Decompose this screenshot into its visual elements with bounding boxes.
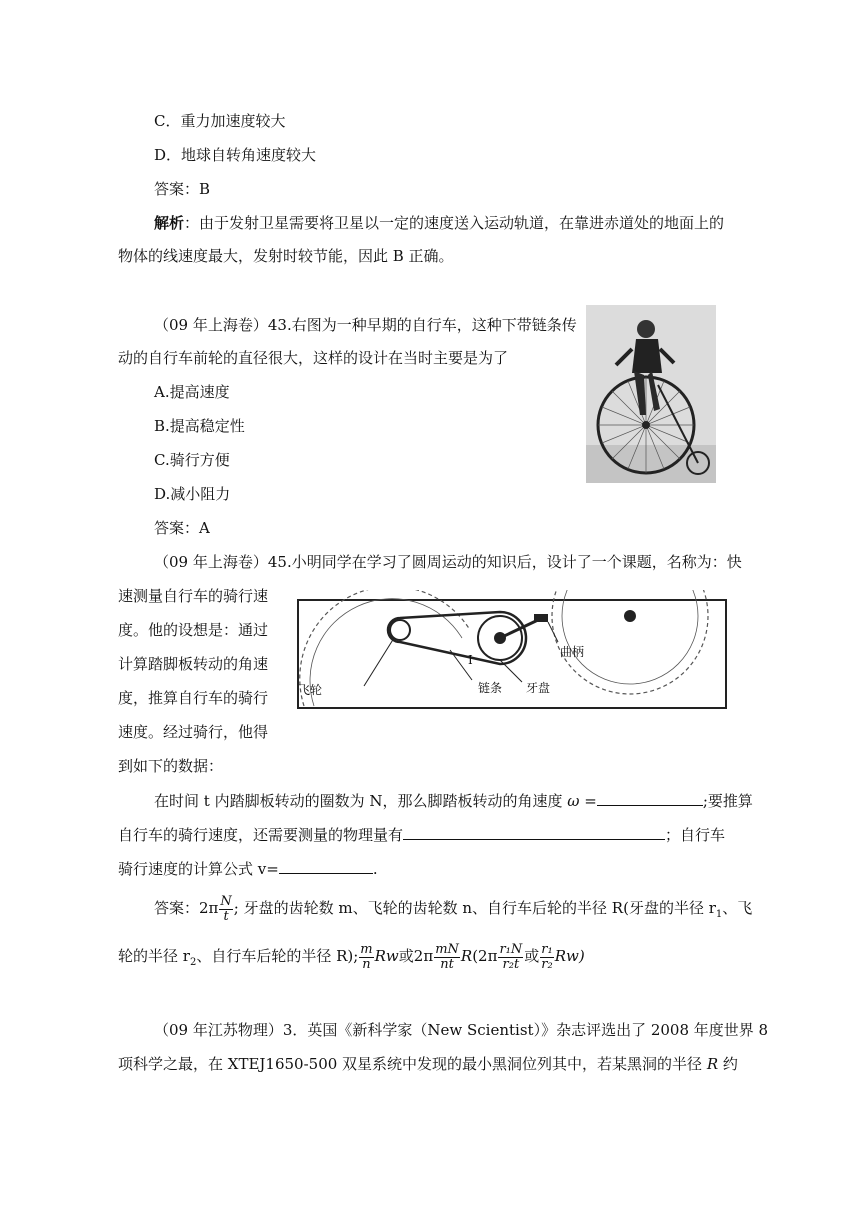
- blank-velocity-formula[interactable]: [279, 858, 373, 874]
- omega-symbol: ω: [567, 792, 580, 810]
- drivetrain-drawing: [290, 590, 730, 716]
- fraction-mn-over-nt: [434, 943, 460, 972]
- analysis-line: [154, 213, 724, 233]
- numerator-m: m: [360, 941, 373, 957]
- answer-text-2b: 、自行车后轮的半径 R);: [196, 947, 359, 965]
- answer: 答案：B: [154, 180, 211, 198]
- numerator-r1: r₁: [541, 941, 553, 957]
- rw-1: Rw: [374, 947, 399, 965]
- q45-fill-2: [118, 824, 725, 845]
- q45-stem-2: 速测量自行车的骑行速: [118, 587, 269, 605]
- label-chain: 链条: [478, 681, 503, 695]
- fraction-m-over-n: [359, 943, 373, 972]
- period: .: [372, 860, 378, 878]
- or-1: 或: [398, 947, 414, 965]
- q3-stem-2-text: 项科学之最，在 XTEJ1650-500 双星系统中发现的最小黑洞位列其中，若某黑洞的半径: [118, 1055, 707, 1073]
- denominator-r2: r₂: [541, 956, 553, 972]
- penny-farthing-photo: [586, 305, 716, 483]
- answer-prefix: 答案：: [154, 899, 200, 917]
- q45-stem-4: 计算踏脚板转动的角速: [118, 655, 269, 673]
- or-2: 或: [524, 947, 540, 965]
- option-c: C．重力加速度较大: [154, 112, 286, 130]
- two-pi-2: 2π: [413, 947, 434, 965]
- paren-open: (2π: [472, 947, 498, 965]
- denominator-t: t: [223, 908, 229, 924]
- q45-stem-5: 度，推算自行车的骑行: [118, 689, 269, 707]
- label-roman-one: I: [468, 653, 473, 667]
- denominator-r2t: r₂t: [502, 956, 520, 972]
- analysis-line-2: 物体的线速度最大，发射时较节能，因此 B 正确。: [118, 247, 454, 265]
- q3-stem-2: [118, 1054, 738, 1074]
- q43-option-c: C.骑行方便: [154, 451, 230, 469]
- rw-close: Rw): [554, 947, 585, 965]
- q45-fill-1-end: ;要推算: [702, 792, 753, 810]
- q45-stem-6: 速度。经过骑行，他得: [118, 723, 269, 741]
- q45-fill-2-end: ；自行车: [665, 826, 726, 844]
- subscript-1: 1: [715, 909, 723, 920]
- subscript-2: 2: [189, 957, 197, 968]
- blank-omega[interactable]: [597, 790, 703, 806]
- answer-text-1b: 、飞: [722, 899, 753, 917]
- q45-stem-3: 度。他的设想是：通过: [118, 621, 269, 639]
- q45-answer-line-2: [118, 940, 585, 979]
- fraction-r1-over-r2: [540, 943, 553, 972]
- denominator-n: n: [362, 956, 371, 972]
- equals-sign: =: [579, 792, 597, 810]
- q43-option-d: D.减小阻力: [154, 485, 231, 503]
- numerator-n: N: [220, 893, 232, 909]
- q43-stem-1: （09 年上海卷）43.右图为一种早期的自行车，这种下带链条传: [154, 316, 577, 334]
- radius-symbol: R: [706, 1055, 719, 1073]
- q45-stem-7: 到如下的数据：: [118, 757, 224, 775]
- answer-text-1: ; 牙盘的齿轮数 m、飞轮的齿轮数 n、自行车后轮的半径 R(牙盘的半径 r: [233, 899, 716, 917]
- label-crank: 曲柄: [560, 645, 585, 659]
- analysis-label: 解析: [154, 214, 185, 232]
- fraction-n-over-t: [219, 895, 232, 924]
- two-pi: 2π: [199, 899, 219, 917]
- q43-stem-2: 动的自行车前轮的直径很大，这样的设计在当时主要是为了: [118, 349, 509, 367]
- q45-answer-line-1: [154, 892, 752, 931]
- q43-option-a: A.提高速度: [154, 383, 230, 401]
- answer-text-2a: 轮的半径 r: [118, 947, 190, 965]
- q45-stem-1: （09 年上海卷）45.小明同学在学习了圆周运动的知识后，设计了一个课题，名称为：快: [154, 553, 742, 571]
- r-symbol: R: [460, 947, 473, 965]
- label-chainring: 牙盘: [526, 681, 551, 695]
- q45-fill-3: [118, 858, 378, 879]
- q45-fill-3-text: 骑行速度的计算公式 v=: [118, 860, 279, 878]
- bicycle-drivetrain-figure: [290, 590, 730, 716]
- numerator-r1n: r₁N: [499, 941, 523, 957]
- analysis-text: ：由于发射卫星需要将卫星以一定的速度送入运动轨道，在靠进赤道处的地面上的: [184, 214, 725, 232]
- q45-fill-1: [154, 790, 753, 811]
- q45-fill-1-text: 在时间 t 内踏脚板转动的圈数为 N，那么脚踏板转动的角速度: [154, 792, 568, 810]
- penny-farthing-drawing: [586, 305, 716, 483]
- numerator-mn: mN: [435, 941, 459, 957]
- blank-quantities[interactable]: [403, 824, 665, 840]
- q45-fill-2-text: 自行车的骑行速度，还需要测量的物理量有: [118, 826, 404, 844]
- q3-stem-1: （09 年江苏物理）3．英国《新科学家（New Scientist）》杂志评选出了 2008 年度世界 8: [154, 1021, 769, 1039]
- label-flywheel: 飞轮: [298, 683, 323, 697]
- denominator-nt: nt: [440, 956, 454, 972]
- q3-stem-2-end: 约: [718, 1055, 738, 1073]
- q43-option-b: B.提高稳定性: [154, 417, 245, 435]
- q43-answer: 答案：A: [154, 519, 210, 537]
- option-d: D．地球自转角速度较大: [154, 146, 317, 164]
- fraction-r1n-over-r2t: [498, 943, 523, 972]
